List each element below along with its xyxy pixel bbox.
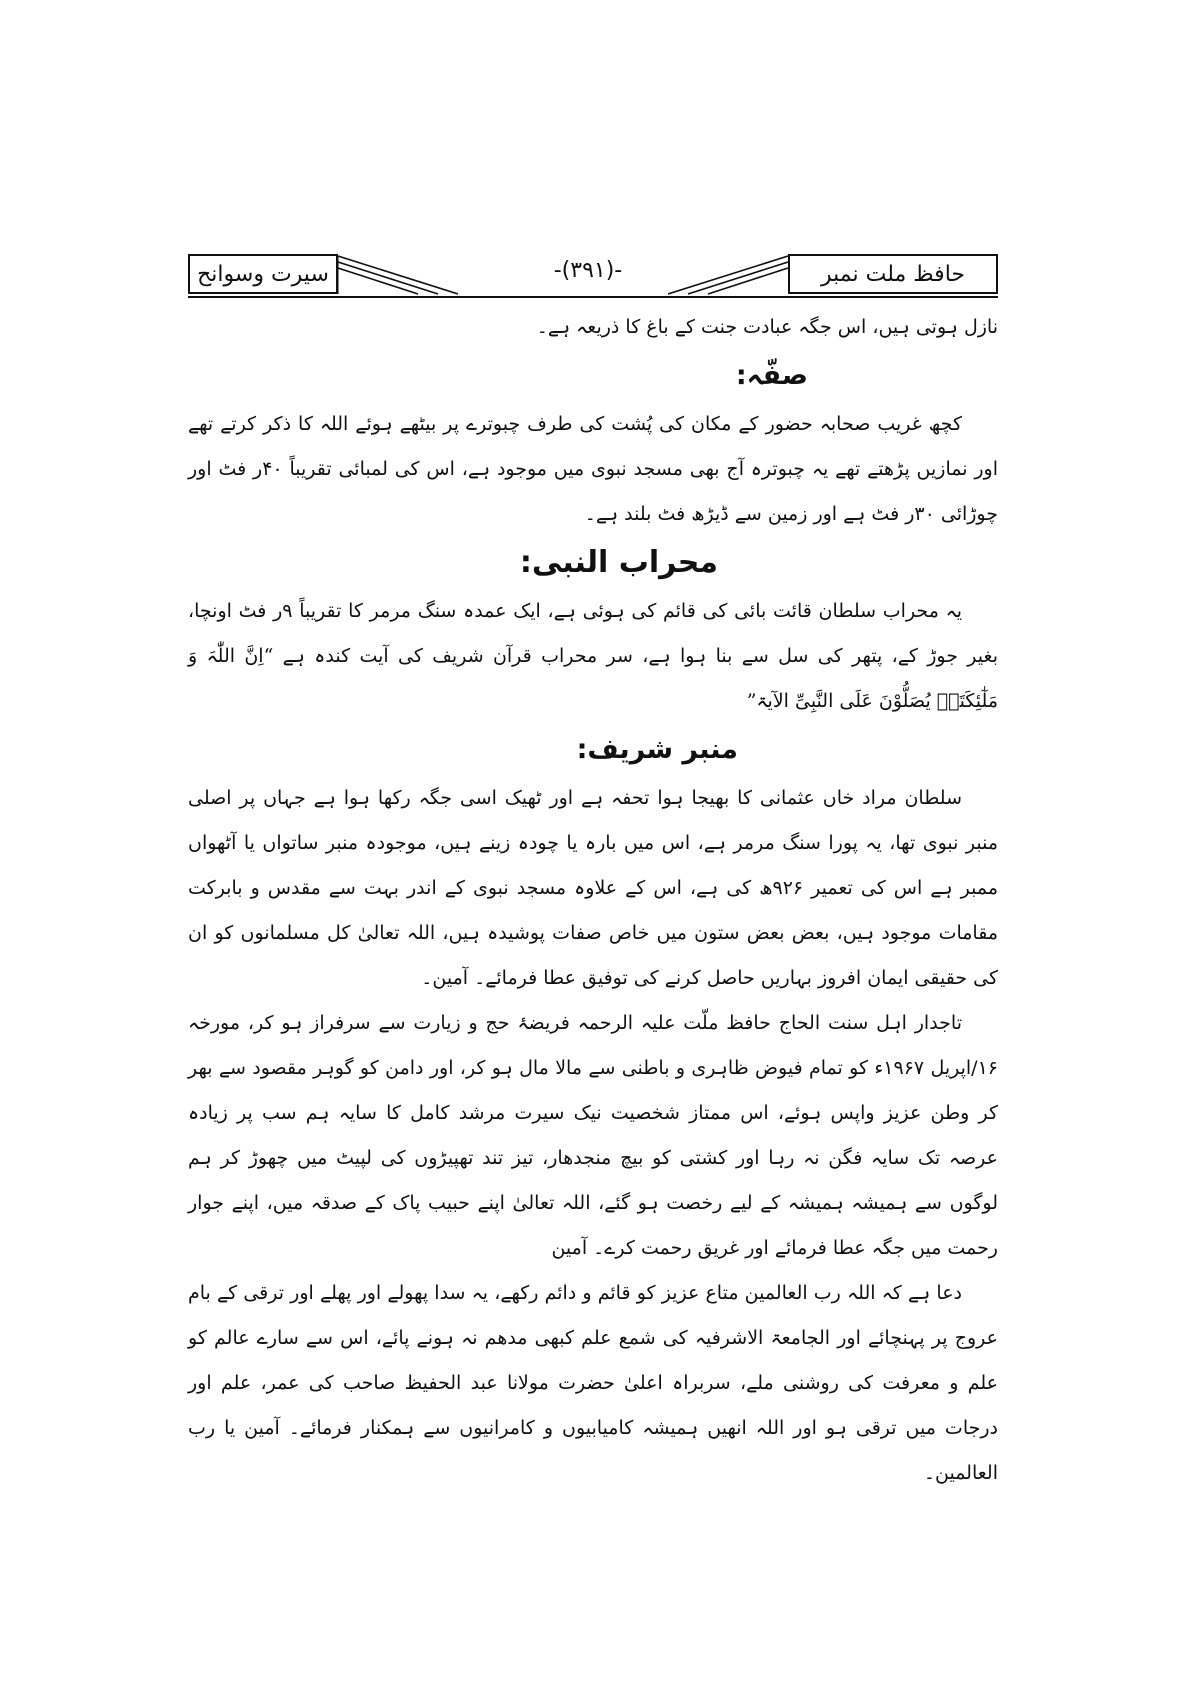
heading-mihrab: محراب النبی: <box>519 545 718 580</box>
page-number: -(۳۹۱)- <box>553 258 623 283</box>
section-title-box <box>188 254 338 294</box>
page-header <box>188 252 998 300</box>
book-title-box <box>788 254 998 294</box>
header-ornament-right <box>668 252 788 296</box>
paragraph-suffa: کچھ غریب صحابہ حضور کے مکان کی پُشت کی طرف چبوترے پر بیٹھے ہوئے اللہ کا ذکر کرتے تھے اور نمازیں پڑھتے تھے یہ چبوترہ آج بھی مسجد نبوی میں موجود ہے، اس کی لمبائی تقریباً ۴۰ر فٹ اور چوڑائی ۳۰ر فٹ ہے اور زمین سے ڈیڑھ فٹ بلند ہے۔ <box>188 413 999 525</box>
header-ornament-left <box>338 252 458 296</box>
quran-verse: “اِنَّ اللّٰہَ وَ مَلٰٓئِکَتَہٗ یُصَلُّوْنَ عَلَی النَّبِیِّ الآیۃ” <box>188 645 998 712</box>
book-title: حافظ ملت نمبر <box>821 261 965 287</box>
paragraph-minbar: سلطان مراد خاں عثمانی کا بھیجا ہوا تحفہ ہے اور ٹھیک اسی جگہ رکھا ہوا ہے جہاں پر اصلی منبر نبوی تھا، یہ پورا سنگ مرمر ہے، اس میں بارہ یا چودہ زینے ہیں، موجودہ منبر ساتواں یا آٹھواں ممبر ہے اس کی تعمیر ۹۲۶ھ کی ہے، اس کے علاوہ مسجد نبوی کے اندر بہت سے مقدس و بابرکت مقامات موجود ہیں، بعض بعض ستون میں خاص صفات پوشیدہ ہیں، اللہ تعالیٰ کل مسلمانوں کو ان کی حقیقی ایمان افروز بہاریں حاصل کرنے کی توفیق عطا فرمائے۔ آمین۔ <box>188 787 998 989</box>
heading-suffa: صفّہ: <box>735 360 808 391</box>
page-body <box>188 305 998 1496</box>
paragraph-dua: دعا ہے کہ اللہ رب العالمین متاع عزیز کو قائم و دائم رکھے، یہ سدا پھولے اور پھلے اور ترقی کے بام عروج پر پہنچائے اور الجامعۃ الاشرفیہ کی شمع علم کبھی مدھم نہ ہونے پائے، اس سے سارے عالم کو علم و معرفت کی روشنی ملے، سربراہ اعلیٰ حضرت مولانا عبد الحفیظ صاحب کی عمر، علم اور درجات میں ترقی ہو اور اللہ انھیں ہمیشہ کامیابیوں و کامرانیوں سے ہمکنار فرمائے۔ آمین یا رب العالمین۔ <box>188 1282 998 1484</box>
paragraph-hafiz-millat: تاجدار اہل سنت الحاج حافظ ملّت علیہ الرحمہ فریضۂ حج و زیارت سے سرفراز ہو کر، مورخہ ۱۶/اپریل ۱۹۶۷ء کو تمام فیوض ظاہری و باطنی سے مالا مال ہو کر، اور دامن کو گوہر مقصود سے بھر کر وطن عزیز واپس ہوئے، اس ممتاز شخصیت نیک سیرت مرشد کامل کا سایہ ہم سب پر زیادہ عرصہ تک سایہ فگن نہ رہا اور کشتی کو بیچ منجدھار، تیز تند تھپیڑوں کی لپیٹ میں چھوڑ کر ہم لوگوں سے ہمیشہ ہمیشہ کے لیے رخصت ہو گئے، اللہ تعالیٰ اپنے حبیب پاک کے صدقہ میں، اپنے جوار رحمت میں جگہ عطا فرمائے اور غریق رحمت کرے۔ آمین <box>188 1012 999 1259</box>
header-rule <box>188 296 998 298</box>
section-title: سیرت وسوانح <box>197 261 329 287</box>
paragraph-intro: نازل ہوتی ہیں، اس جگہ عبادت جنت کے باغ کا ذریعہ ہے۔ <box>536 316 998 338</box>
mihrab-text: یہ محراب سلطان قائت بائی کی قائم کی ہوئی ہے، ایک عمدہ سنگ مرمر کا تقریباً ۹ر فٹ اونچا، بغیر جوڑ کے، پتھر کی سل سے بنا ہوا ہے، سر محراب قرآن شریف کی آیت کندہ ہے <box>188 600 998 667</box>
heading-minbar: منبر شریف: <box>576 734 738 765</box>
paragraph-mihrab <box>188 589 998 724</box>
